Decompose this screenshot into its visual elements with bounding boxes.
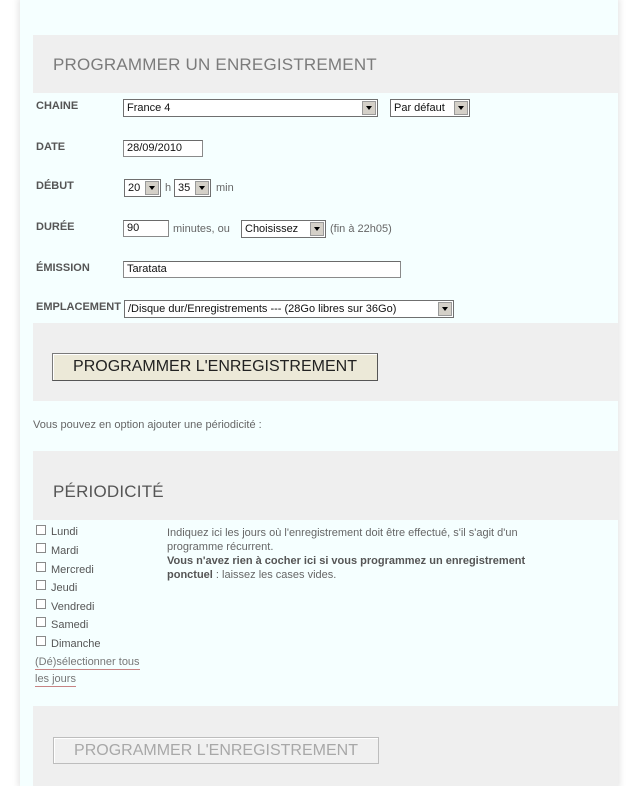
- samedi-checkbox[interactable]: [36, 617, 46, 627]
- chevron-down-icon: [145, 181, 159, 195]
- dimanche-label: Dimanche: [51, 638, 101, 650]
- vendredi-checkbox[interactable]: [36, 599, 46, 609]
- emplacement-value: /Disque dur/Enregistrements --- (28Go libres sur 36Go): [128, 303, 397, 315]
- vendredi-label: Vendredi: [51, 601, 95, 613]
- profile-select[interactable]: [390, 99, 470, 117]
- date-label: DATE: [36, 141, 66, 153]
- debut-label: DÉBUT: [36, 180, 74, 192]
- samedi-label: Samedi: [51, 619, 89, 631]
- chevron-down-icon: [438, 302, 452, 316]
- help-bold-line-2: [167, 568, 577, 582]
- mardi-checkbox[interactable]: [36, 543, 46, 553]
- profile-value: Par défaut: [394, 102, 445, 114]
- help-bold-line-1: [167, 554, 577, 568]
- periodicite-title: PÉRIODICITÉ: [53, 482, 164, 501]
- chaine-select[interactable]: [123, 99, 378, 117]
- mercredi-checkbox[interactable]: [36, 562, 46, 572]
- chaine-value: France 4: [127, 102, 171, 114]
- duree-end-text: (fin à 22h05): [330, 223, 392, 235]
- chevron-down-icon: [362, 101, 376, 115]
- page-title: PROGRAMMER UN ENREGISTREMENT: [53, 55, 377, 74]
- lundi-checkbox[interactable]: [36, 525, 46, 535]
- help-tail: : laissez les cases vides.: [212, 569, 337, 581]
- hour-select[interactable]: [124, 179, 161, 197]
- help-bold-text-2: ponctuel: [167, 569, 213, 581]
- chevron-down-icon: [454, 101, 468, 115]
- date-input[interactable]: 28/09/2010: [123, 140, 203, 157]
- minute-select[interactable]: [174, 179, 211, 197]
- help-bold-text-1: Vous n'avez rien à cocher ici si vous programmez un enregistrement: [167, 555, 526, 567]
- jeudi-label: Jeudi: [51, 582, 78, 594]
- emission-label: ÉMISSION: [36, 262, 90, 274]
- periodicite-help: [167, 526, 577, 582]
- mardi-label: Mardi: [51, 545, 79, 557]
- minute-unit: min: [216, 182, 234, 194]
- duree-minutes-text: minutes, ou: [173, 223, 230, 235]
- chevron-down-icon: [310, 222, 324, 236]
- duree-input[interactable]: 90: [123, 220, 169, 237]
- emplacement-label: EMPLACEMENT: [36, 301, 121, 313]
- submit-button[interactable]: PROGRAMMER L'ENREGISTREMENT: [52, 353, 378, 381]
- help-line-1: Indiquez ici les jours où l'enregistrement doit être effectué, s'il s'agit d'un: [167, 527, 518, 539]
- duree-choice: Choisissez: [245, 223, 299, 235]
- help-line-2: programme récurrent.: [167, 541, 274, 553]
- chaine-label: CHAINE: [36, 100, 79, 112]
- minute-value: 35: [178, 182, 191, 194]
- toggle-all-days-link-cont[interactable]: les jours: [35, 673, 76, 685]
- option-text: Vous pouvez en option ajouter une périodicité :: [33, 419, 262, 431]
- hour-value: 20: [128, 182, 141, 194]
- mercredi-label: Mercredi: [51, 564, 94, 576]
- chevron-down-icon: [195, 181, 209, 195]
- emplacement-select[interactable]: [124, 300, 454, 318]
- toggle-all-days-link[interactable]: (Dé)sélectionner tous: [35, 656, 140, 668]
- jeudi-checkbox[interactable]: [36, 580, 46, 590]
- submit-button-disabled[interactable]: PROGRAMMER L'ENREGISTREMENT: [53, 737, 379, 764]
- dimanche-checkbox[interactable]: [36, 636, 46, 646]
- duree-label: DURÉE: [36, 221, 75, 233]
- duree-select[interactable]: [241, 220, 326, 238]
- lundi-label: Lundi: [51, 526, 78, 538]
- emission-input[interactable]: Taratata: [123, 261, 401, 278]
- hour-unit: h: [165, 182, 172, 194]
